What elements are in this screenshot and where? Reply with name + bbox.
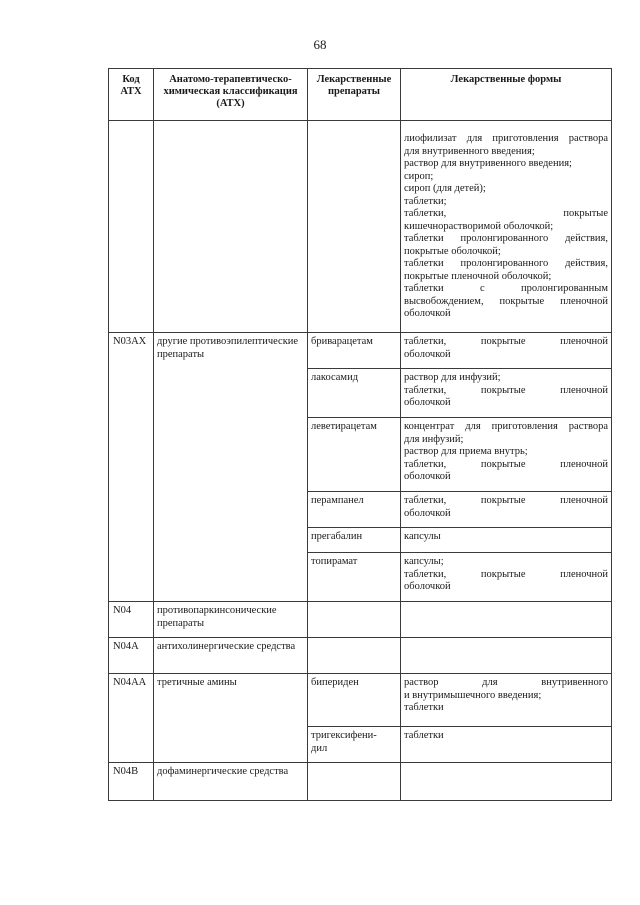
- cell-forms: [401, 763, 612, 801]
- table-row: [109, 333, 612, 369]
- table-row: [109, 602, 612, 638]
- cell-classification: третичные амины: [154, 674, 308, 763]
- atx-table: [108, 68, 612, 801]
- cell-drug: тригексифени- дил: [308, 727, 401, 763]
- cell-code: N04B: [109, 763, 154, 801]
- cell-drug: бипериден: [308, 674, 401, 727]
- table-row: [109, 638, 612, 674]
- header-drugs: Лекарственные препараты: [308, 69, 401, 121]
- header-code: Код АТХ: [109, 69, 154, 121]
- cell-forms: [401, 638, 612, 674]
- cell-code: N04: [109, 602, 154, 638]
- cell-forms: капсулы; таблетки, покрытые пленочной оболочкой: [401, 553, 612, 602]
- table-row: [109, 674, 612, 727]
- cell-drug: топирамат: [308, 553, 401, 602]
- cell-forms: концентрат для приготовления раствора для инфузий; раствор для приема внутрь; таблетки, покрытые пленочной оболочкой: [401, 418, 612, 492]
- cell-code: [109, 121, 154, 333]
- cell-forms: таблетки, покрытые пленочной оболочкой: [401, 492, 612, 528]
- table-row: [109, 121, 612, 333]
- page-number: 68: [313, 37, 327, 52]
- cell-code: N04A: [109, 638, 154, 674]
- header-classification: Анатомо-терапевтическо-химическая классификация (АТХ): [154, 69, 308, 121]
- cell-drug: [308, 638, 401, 674]
- cell-classification: другие противоэпилептические препараты: [154, 333, 308, 602]
- cell-forms: таблетки, покрытые пленочной оболочкой: [401, 333, 612, 369]
- cell-code: N03AX: [109, 333, 154, 602]
- cell-code: N04AA: [109, 674, 154, 763]
- cell-forms: капсулы: [401, 528, 612, 553]
- cell-forms: [401, 602, 612, 638]
- cell-drug: [308, 602, 401, 638]
- header-forms: Лекарственные формы: [401, 69, 612, 121]
- cell-classification: антихолинергические средства: [154, 638, 308, 674]
- cell-classification: [154, 121, 308, 333]
- cell-forms: лиофилизат для приготовления раствора для внутривенного введения; раствор для внутривенного введения; сироп; сироп (для детей); таблетки; таблетки, покрытые кишечнорастворимой оболочкой; таблетки пролонгированного действия, покрытые оболочкой; таблетки пролонгированного действия, покрытые пленочной оболочкой; таблетки с пролонгированным высвобождением, покрытые пленочной оболочкой: [401, 121, 612, 333]
- cell-forms: раствор для инфузий; таблетки, покрытые пленочной оболочкой: [401, 369, 612, 418]
- cell-classification: дофаминергические средства: [154, 763, 308, 801]
- cell-drug: [308, 121, 401, 333]
- cell-drug: леветирацетам: [308, 418, 401, 492]
- table-row: [109, 763, 612, 801]
- cell-classification: противопаркинсонические препараты: [154, 602, 308, 638]
- cell-forms: таблетки: [401, 727, 612, 763]
- cell-drug: перампанел: [308, 492, 401, 528]
- cell-forms: раствор для внутривенного и внутримышечного введения; таблетки: [401, 674, 612, 727]
- cell-drug: [308, 763, 401, 801]
- table-header-row: [109, 69, 612, 121]
- cell-drug: лакосамид: [308, 369, 401, 418]
- cell-drug: бриварацетам: [308, 333, 401, 369]
- cell-drug: прегабалин: [308, 528, 401, 553]
